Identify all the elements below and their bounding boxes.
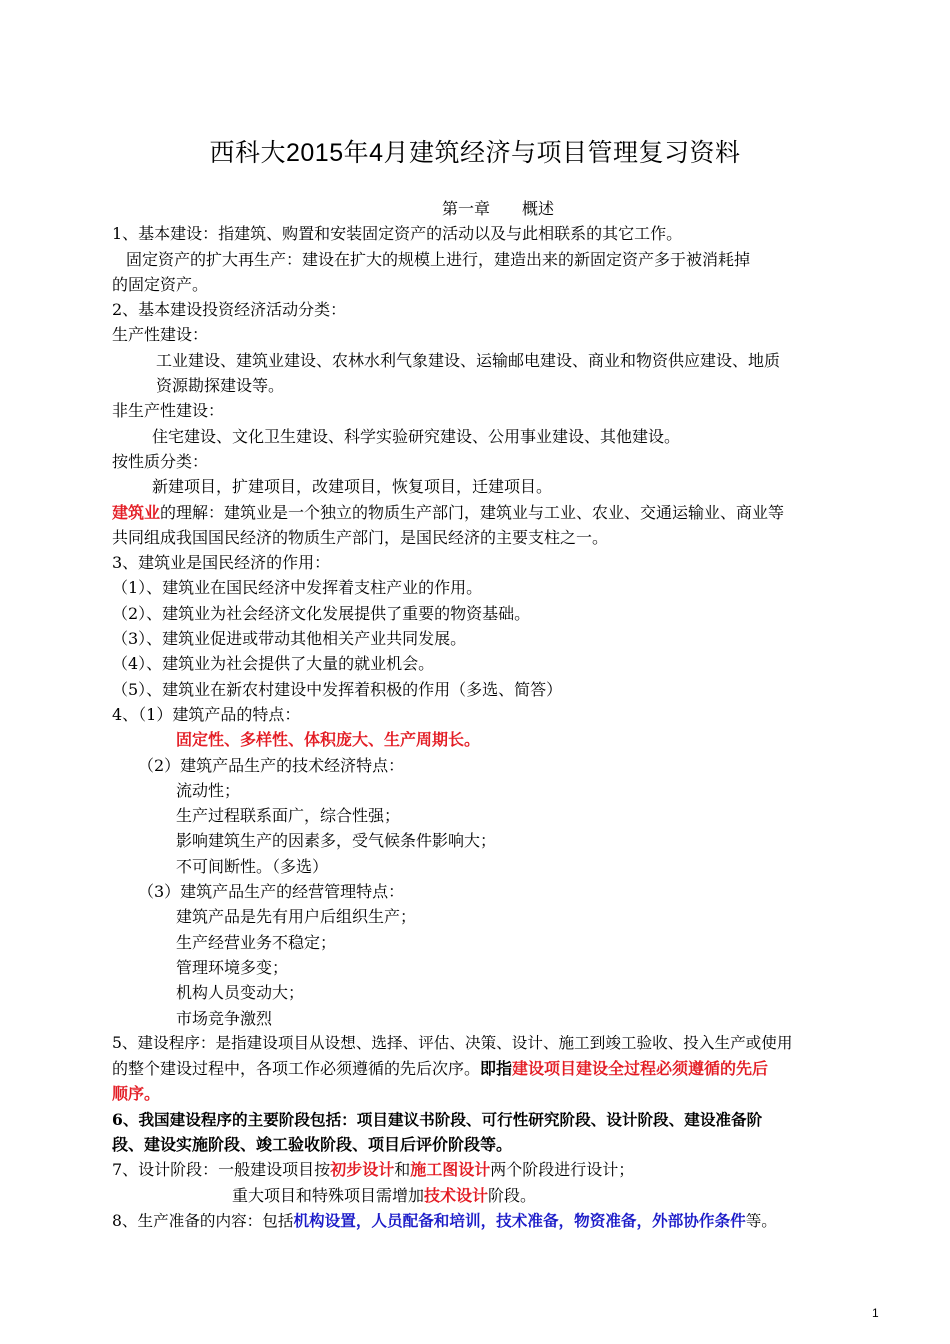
bold-line: 6、我国建设程序的主要阶段包括：项目建议书阶段、可行性研究阶段、设计阶段、建设准备阶 [112,1109,763,1129]
text-span: 7、设计阶段：一般建设项目按 [112,1160,331,1180]
text-span: 阶段。 [488,1185,537,1205]
list-item: 市场竞争激烈 [176,1008,273,1028]
highlight-text: 顺序。 [112,1084,161,1104]
text-line: 5、建设程序：是指建设项目从设想、选择、评估、决策、设计、施工到竣工验收、投入生产或使用 [112,1033,793,1052]
text-span: 重大项目和特殊项目需增加 [232,1185,425,1205]
text-line: （2）建筑产品生产的技术经济特点： [138,755,405,775]
highlight-text: 建筑业 [112,502,161,522]
text-line: 资源勘探建设等。 [156,376,285,396]
text-span: 和 [394,1160,411,1180]
list-item: 流动性； [176,780,241,800]
text-line: 生产性建设： [112,325,209,345]
text-line [112,500,884,525]
text-line: 1、基本建设：指建筑、购置和安装固定资产的活动以及与此相联系的其它工作。 [112,224,683,244]
highlight-text: 施工图设计 [410,1160,491,1180]
highlight-text: 技术设计 [424,1185,489,1205]
text-line [112,1157,884,1182]
list-item: 影响建筑生产的因素多，受气候条件影响大； [176,831,497,851]
text-line: 4、（1）建筑产品的特点： [112,704,301,724]
text-line: 共同组成我国国民经济的物质生产部门，是国民经济的主要支柱之一。 [112,527,609,547]
highlight-text: 固定性、多样性、体积庞大、生产周期长。 [176,730,481,750]
list-item: 生产过程联系面广，综合性强； [176,806,401,826]
highlight-text: 建设项目建设全过程必须遵循的先后 [512,1059,769,1079]
list-item: 不可间断性。（多选） [176,856,329,876]
text-span: 的整个建设过程中，各项工作必须遵循的先后次序。 [112,1059,481,1079]
text-span: 两个阶段进行设计； [490,1160,635,1180]
list-item: 机构人员变动大； [176,983,305,1003]
text-line: （3）建筑产品生产的经营管理特点： [138,882,405,902]
list-item: 生产经营业务不稳定； [176,932,337,952]
text-line: 非生产性建设： [112,401,225,421]
text-line: 新建项目，扩建项目，改建项目，恢复项目，迁建项目。 [152,477,553,497]
text-line [112,1183,884,1208]
text-line [112,1056,884,1081]
list-item: 建筑产品是先有用户后组织生产； [176,907,417,927]
list-item: （5）、建筑业在新农村建设中发挥着积极的作用（多选、简答） [112,679,563,699]
chapter-heading: 第一章 概述 [441,199,554,218]
text-span: 的理解：建筑业是一个独立的物质生产部门，建筑业与工业、农业、交通运输业、商业等 [160,502,785,522]
list-item: （2）、建筑业为社会经济文化发展提供了重要的物资基础。 [112,603,531,623]
text-line: 住宅建设、文化卫生建设、科学实验研究建设、公用事业建设、其他建设。 [152,426,681,446]
text-line: 2、基本建设投资经济活动分类： [112,300,347,320]
list-item: （4）、建筑业为社会提供了大量的就业机会。 [112,654,435,674]
bold-line: 段、建设实施阶段、竣工验收阶段、项目后评价阶段等。 [112,1134,513,1154]
list-item: 管理环境多变； [176,957,289,977]
list-item: （1）、建筑业在国民经济中发挥着支柱产业的作用。 [112,578,483,598]
text-line: 固定资产的扩大再生产：建设在扩大的规模上进行，建造出来的新固定资产多于被消耗掉 [126,249,751,269]
text-line: 按性质分类： [112,451,209,471]
document-body [112,196,884,1234]
highlight-text: 初步设计 [330,1160,395,1180]
list-item: （3）、建筑业促进或带动其他相关产业共同发展。 [112,629,467,649]
text-line: 3、建筑业是国民经济的作用： [112,553,331,573]
highlight-text-blue: 机构设置，人员配备和培训，技术准备，物资准备，外部协作条件 [293,1210,746,1230]
page-number: 1 [872,1306,879,1320]
text-line: 的固定资产。 [112,274,209,294]
text-span: 8、生产准备的内容：包括 [112,1211,294,1230]
text-line: 工业建设、建筑业建设、农林水利气象建设、运输邮电建设、商业和物资供应建设、地质 [156,350,781,370]
text-line [112,1208,884,1234]
text-span: 等。 [745,1211,777,1230]
document-title: 西科大2015年4月建筑经济与项目管理复习资料 [209,139,741,167]
bold-text: 即指 [480,1059,513,1079]
